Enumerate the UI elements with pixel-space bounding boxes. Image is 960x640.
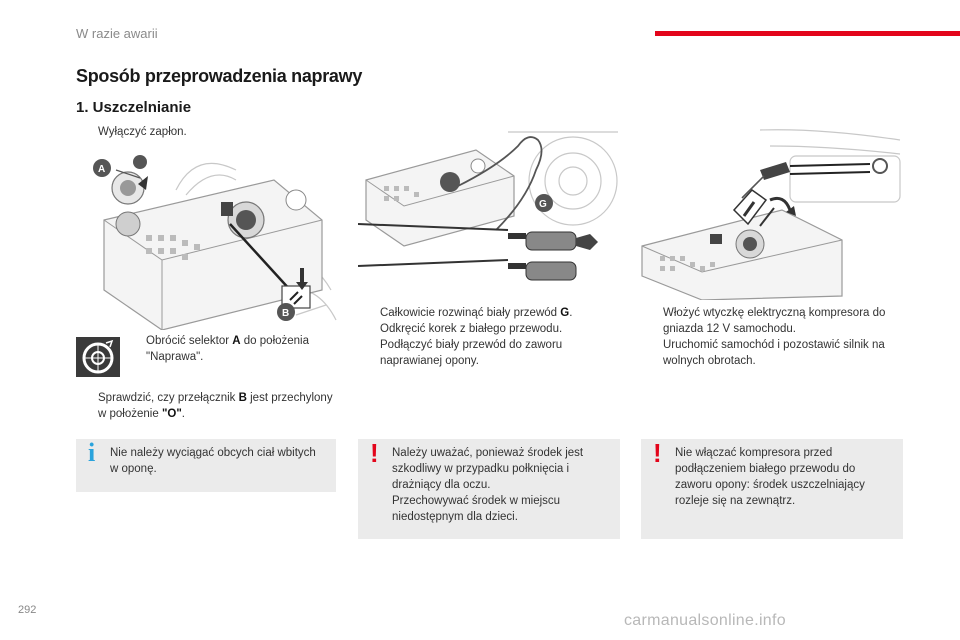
warning-icon: ! xyxy=(370,438,379,468)
page-title: Sposób przeprowadzenia naprawy xyxy=(76,66,363,86)
step-unscrew-cap: Odkręcić korek z białego przewodu. xyxy=(380,323,563,335)
info-icon: i xyxy=(88,438,96,467)
warning-note-harmful: ! Należy uważać, ponieważ środek jest szkodliwy w przypadku połknięcia i drażniący dla oczu. Przechowywać środek w miejscu niedostępnym dla dzieci. xyxy=(358,439,620,539)
label-a: A xyxy=(98,164,106,175)
step-turn-selector: Obrócić selektor A do położenia "Naprawa". xyxy=(146,335,310,363)
step-switch-off: Wyłączyć zapłon. xyxy=(98,126,187,138)
power-plug-illustration xyxy=(640,126,904,300)
compressor-selector-illustration xyxy=(76,140,340,330)
page-number: 292 xyxy=(18,604,37,616)
warning-note-compressor: ! Nie włączać kompresora przed podłączeniem białego przewodu do zaworu opony: środek uszczelniający rozleje się na zewnątrz. xyxy=(641,439,903,539)
header-accent-bar xyxy=(655,31,960,36)
step-connect-hose: Podłączyć biały przewód do zaworu naprawianej opony. xyxy=(380,339,563,367)
label-g: G xyxy=(539,199,547,210)
label-b: B xyxy=(282,308,290,319)
step-insert-plug: Włożyć wtyczkę elektryczną kompresora do gniazda 12 V samochodu. xyxy=(663,307,886,335)
section-header: W razie awarii xyxy=(76,26,158,41)
info-note: i Nie należy wyciągać obcych ciał wbitych w oponę. xyxy=(76,439,336,492)
watermark: carmanualsonline.info xyxy=(624,612,786,629)
step-start-engine: Uruchomić samochód i pozostawić silnik na wolnych obrotach. xyxy=(663,339,885,367)
step-unroll-hose: Całkowicie rozwinąć biały przewód G. xyxy=(380,307,573,319)
section-subtitle: 1. Uszczelnianie xyxy=(76,99,192,116)
repair-tire-icon xyxy=(76,337,120,377)
step-check-switch: Sprawdzić, czy przełącznik B jest przechylony w położenie "O". xyxy=(98,392,333,420)
warning-icon: ! xyxy=(653,438,662,468)
white-hose-illustration xyxy=(358,126,620,292)
